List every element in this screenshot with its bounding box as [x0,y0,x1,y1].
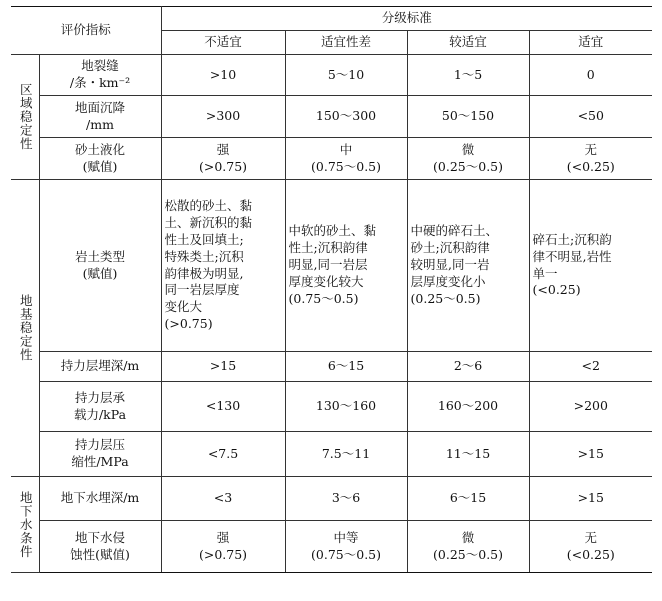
value-cell: >15 [529,432,652,477]
category-label: 区域稳定性 [11,55,39,180]
value-cell: >15 [161,352,285,382]
value-cell: 中软的砂土、黏 性土;沉积韵律 明显,同一岩层 厚度变化较大 (0.75～0.5) [285,180,407,352]
value-cell: 微 (0.25～0.5) [407,521,529,573]
value-cell: 50～150 [407,96,529,138]
value-cell: 1～5 [407,55,529,96]
table-row [11,432,652,477]
indicator-header: 评价指标 [11,7,161,55]
value-cell: 中硬的碎石土、 砂土;沉积韵律 较明显,同一岩 层厚度变化小 (0.25～0.5) [407,180,529,352]
value-cell: 5～10 [285,55,407,96]
table-row [11,138,652,180]
table-row [11,521,652,573]
value-cell: <3 [161,477,285,521]
indicator-cell: 地裂缝 /条・km⁻² [39,55,161,96]
value-cell: 中等 (0.75～0.5) [285,521,407,573]
value-cell: <50 [529,96,652,138]
indicator-cell: 地面沉降 /mm [39,96,161,138]
level-header: 较适宜 [407,31,529,55]
table-row [11,180,652,352]
level-header: 适宜性差 [285,31,407,55]
category-label: 地基稳定性 [11,180,39,477]
table-row [11,382,652,432]
value-cell: 6～15 [285,352,407,382]
table-row [11,55,652,96]
value-cell: >15 [529,477,652,521]
value-cell: 松散的砂土、黏 土、新沉积的黏 性土及回填土; 特殊类土;沉积 韵律极为明显, 同一岩层厚度 变化大 (>0.75) [161,180,285,352]
grading-header: 分级标准 [161,7,652,31]
value-cell: 6～15 [407,477,529,521]
value-cell: 碎石土;沉积韵 律不明显,岩性 单一 (<0.25) [529,180,652,352]
value-cell: >200 [529,382,652,432]
table-row [11,96,652,138]
indicator-cell: 地下水埋深/m [39,477,161,521]
level-header: 适宜 [529,31,652,55]
value-cell: 中 (0.75～0.5) [285,138,407,180]
level-header: 不适宜 [161,31,285,55]
value-cell: 130～160 [285,382,407,432]
value-cell: 无 (<0.25) [529,521,652,573]
suitability-table [11,6,652,573]
value-cell: 150～300 [285,96,407,138]
indicator-cell: 砂土液化 (赋值) [39,138,161,180]
value-cell: <7.5 [161,432,285,477]
value-cell: 2～6 [407,352,529,382]
category-label: 地下水条件 [11,477,39,573]
indicator-cell: 持力层承 载力/kPa [39,382,161,432]
indicator-cell: 持力层埋深/m [39,352,161,382]
value-cell: >300 [161,96,285,138]
value-cell: 11～15 [407,432,529,477]
table-row [11,352,652,382]
indicator-cell: 岩土类型 (赋值) [39,180,161,352]
value-cell: <130 [161,382,285,432]
value-cell: 强 (>0.75) [161,138,285,180]
value-cell: <2 [529,352,652,382]
value-cell: 7.5～11 [285,432,407,477]
value-cell: 微 (0.25～0.5) [407,138,529,180]
value-cell: 3～6 [285,477,407,521]
indicator-cell: 地下水侵 蚀性(赋值) [39,521,161,573]
indicator-cell: 持力层压 缩性/MPa [39,432,161,477]
value-cell: 无 (<0.25) [529,138,652,180]
value-cell: >10 [161,55,285,96]
table-row [11,477,652,521]
value-cell: 0 [529,55,652,96]
value-cell: 强 (>0.75) [161,521,285,573]
value-cell: 160～200 [407,382,529,432]
